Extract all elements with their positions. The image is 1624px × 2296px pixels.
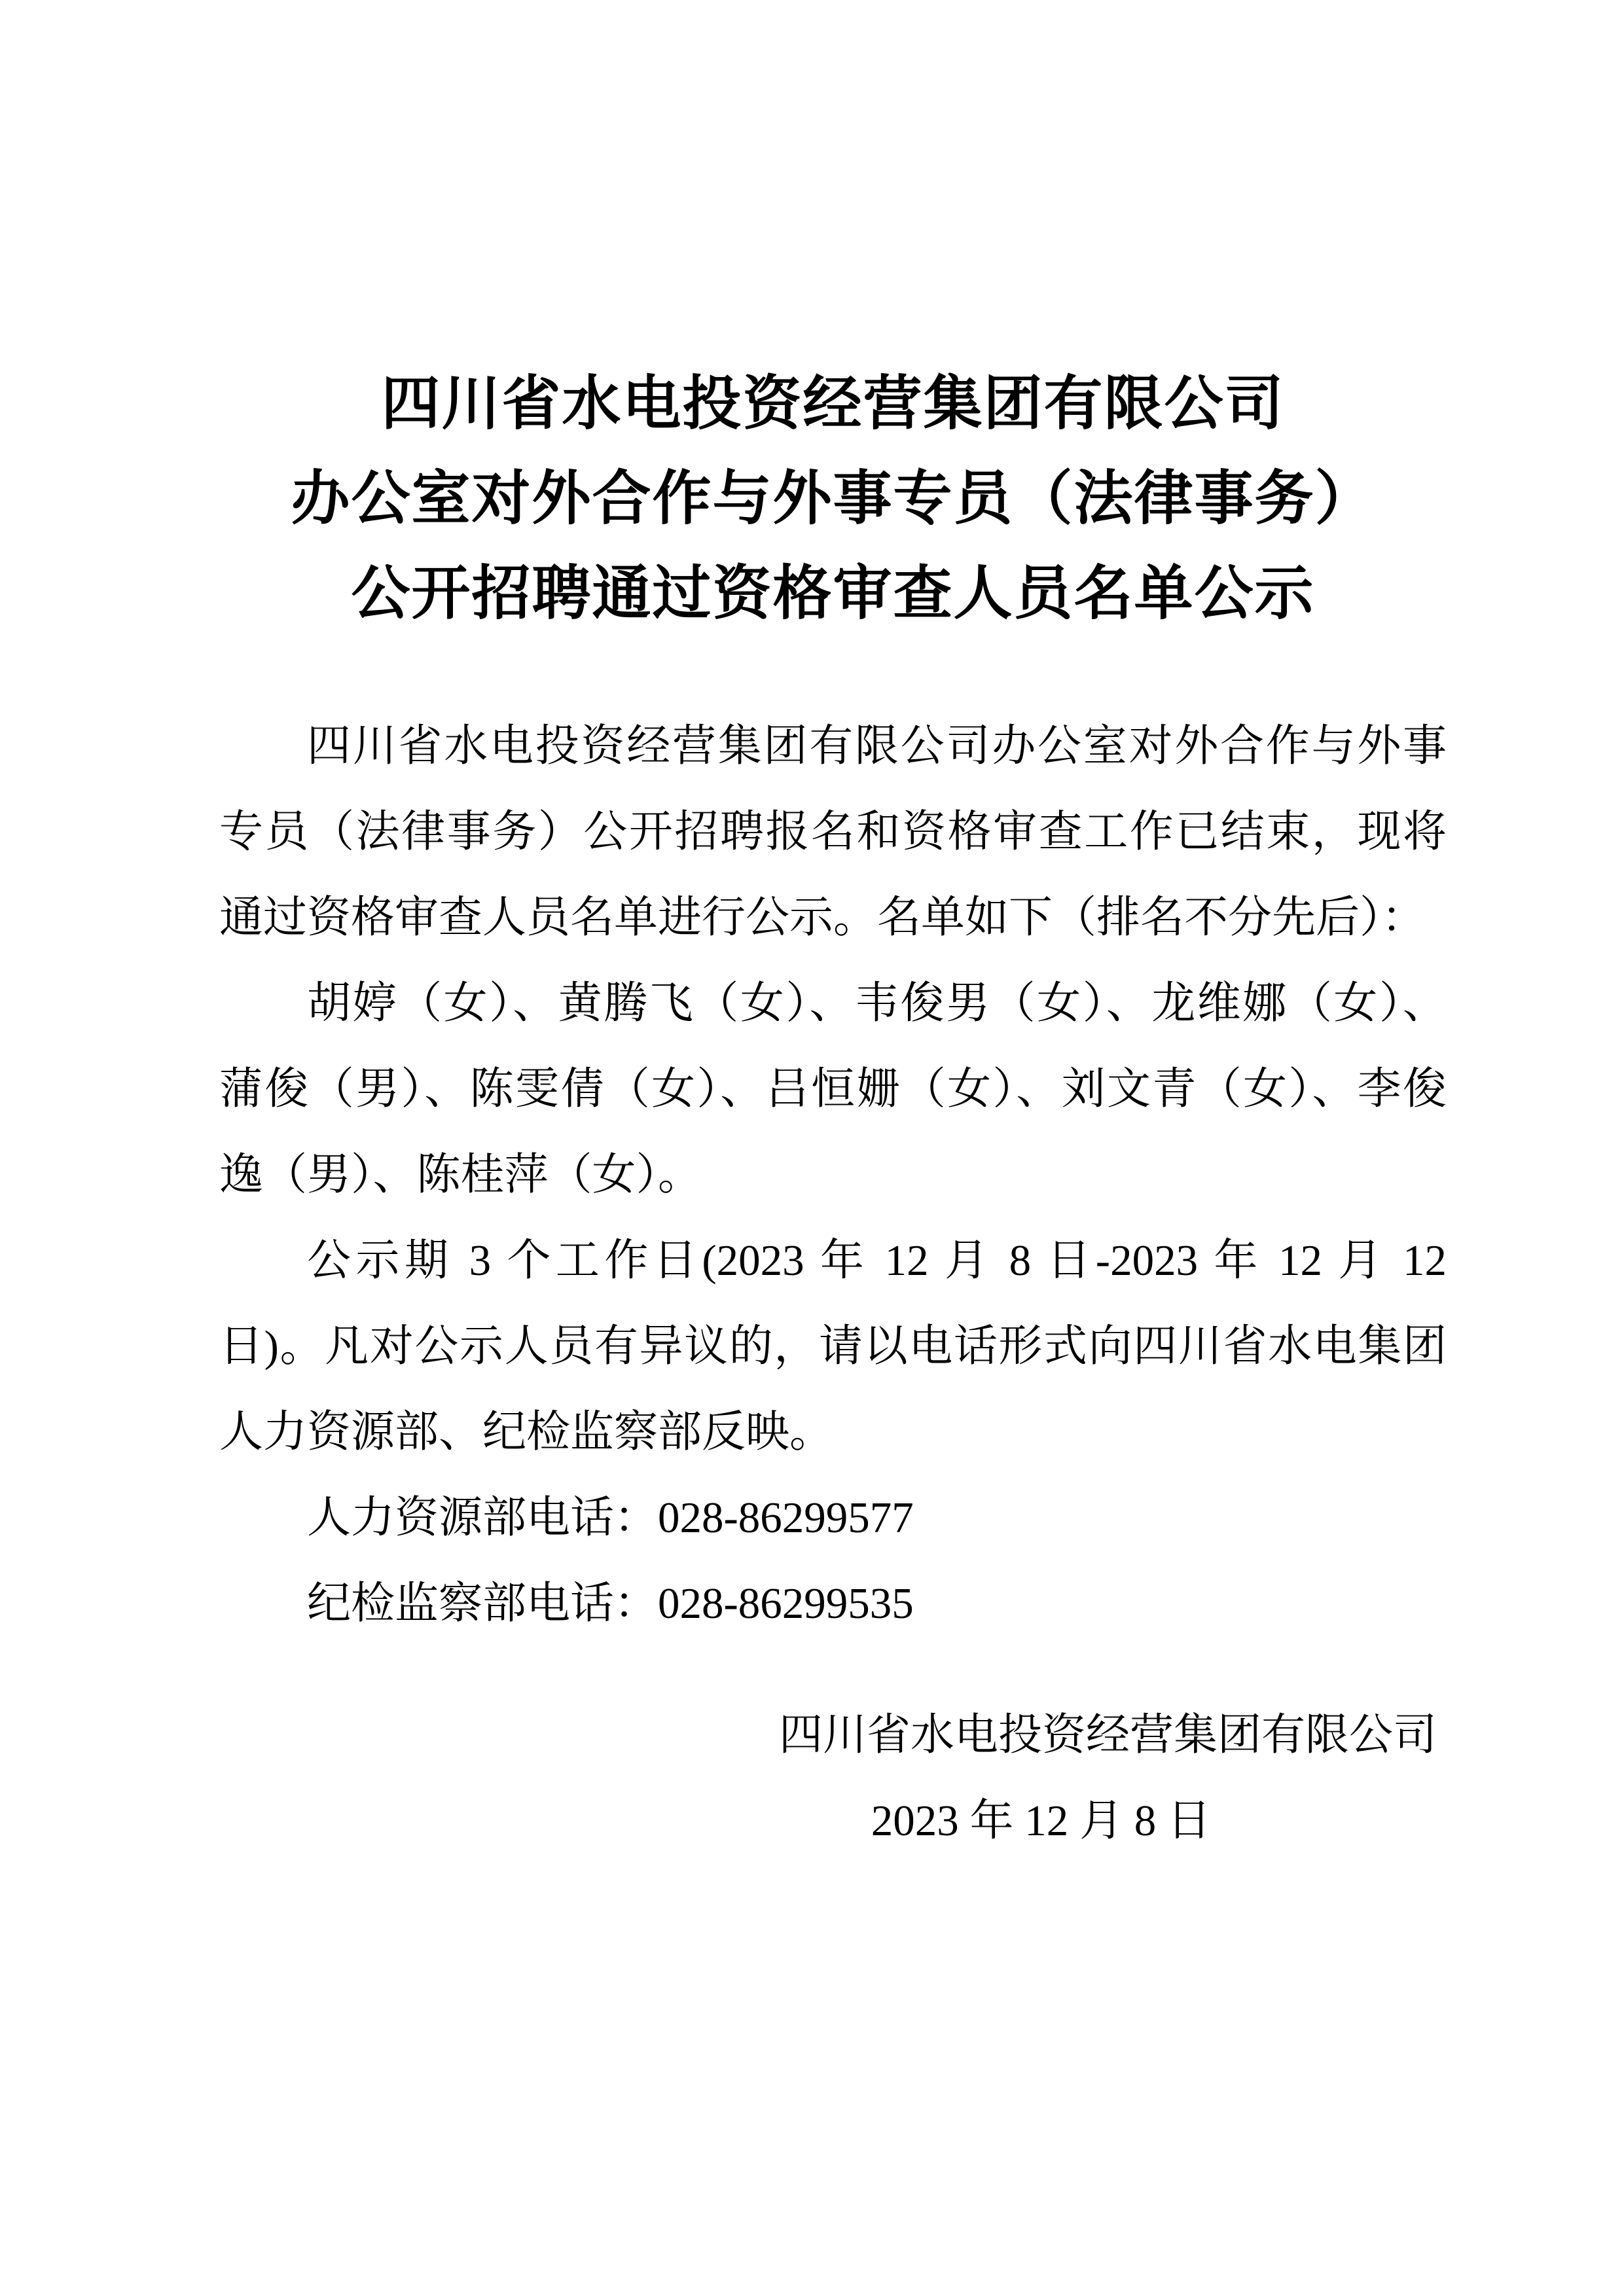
title-line-3: 公开招聘通过资格审查人员名单公示 [351,562,1315,626]
signature-company: 四川省水电投资经营集团有限公司 [779,1711,1437,1759]
title-line-2: 办公室对外合作与外事专员（法律事务） [291,467,1375,531]
publicity-period-paragraph: 公示期 3 个工作日(2023 年 12 月 8 日-2023 年 12 月 12 日)。凡对公示人员有异议的，请以电话形式向四川省水电集团人力资源部、纪检监察部反映。 [219,1236,1447,1456]
intro-paragraph: 四川省水电投资经营集团有限公司办公室对外合作与外事专员（法律事务）公开招聘报名和资格审查工作已结束，现将通过资格审查人员名单进行公示。名单如下（排名不分先后）： [219,722,1447,942]
title-line-1: 四川省水电投资经营集团有限公司 [381,372,1285,437]
document-title [219,357,1447,641]
discipline-phone-line: 纪检监察部电话：028-86299535 [307,1579,914,1628]
signature-date: 2023 年 12 月 8 日 [871,1797,1211,1845]
document-body [219,704,1447,1647]
candidates-paragraph: 胡婷（女）、黄腾飞（女）、韦俊男（女）、龙维娜（女）、蒲俊（男）、陈雯倩（女）、吕恒姗（女）、刘文青（女）、李俊逸（男）、陈桂萍（女）。 [219,979,1447,1199]
signature-block [219,1693,1447,1864]
hr-phone-line: 人力资源部电话：028-86299577 [307,1494,914,1542]
